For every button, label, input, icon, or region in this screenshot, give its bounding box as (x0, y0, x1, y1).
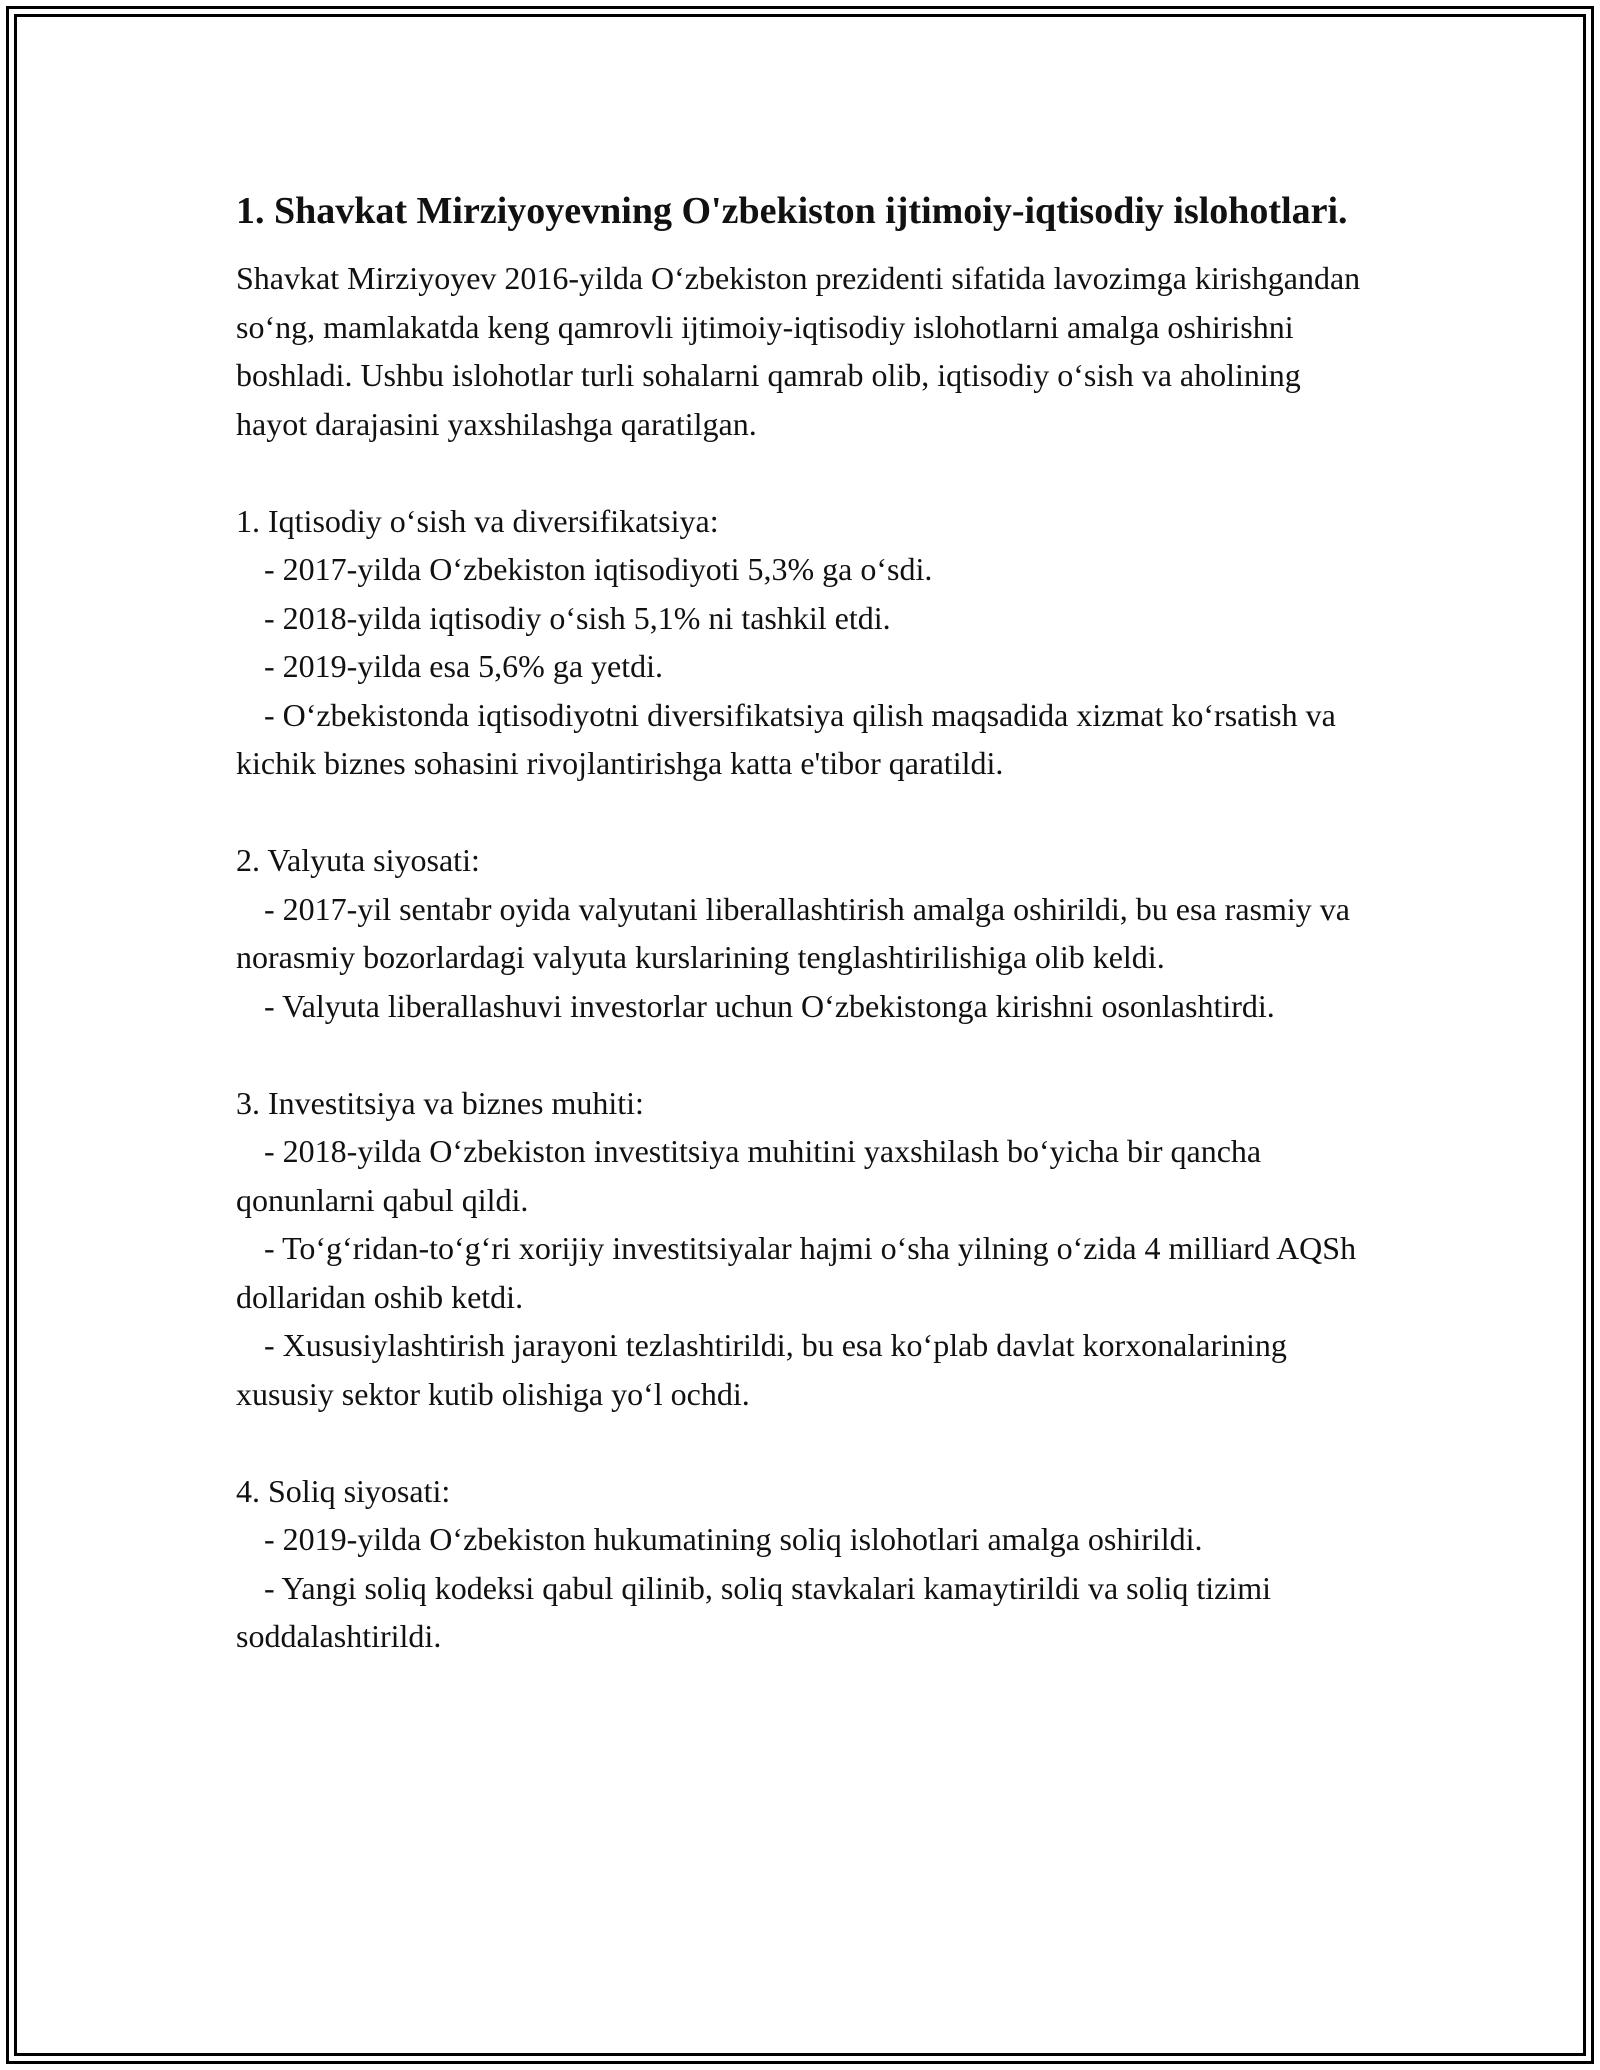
section-heading: 2. Valyuta siyosati: (236, 842, 480, 878)
section-gap (236, 1418, 1376, 1467)
bullet-item: - Yangi soliq kodeksi qabul qilinib, soliq stavkalari kamaytirildi va soliq tizimi soddalashtirildi. (236, 1569, 1272, 1654)
document-title: 1. Shavkat Mirziyoyevning O'zbekiston ijtimoiy-iqtisodiy islohotlari. (236, 190, 1348, 232)
bullet-item: - 2017-yilda O‘zbekiston iqtisodiyoti 5,3% ga o‘sdi. (264, 551, 933, 587)
section-currency-policy (236, 836, 1376, 1030)
bullet-item: - 2018-yilda O‘zbekiston investitsiya muhitini yaxshilash bo‘yicha bir qancha qonunlarni qabul qildi. (236, 1133, 1262, 1218)
intro-paragraph: Shavkat Mirziyoyev 2016-yilda O‘zbekiston prezidenti sifatida lavozimga kirishgandan so‘ng, mamlakatda keng qamrovli ijtimoiy-iqtisodiy islohotlarni amalga oshirishni boshladi. Ushbu islohotlar turli sohalarni qamrab olib, iqtisodiy o‘sish va aholining hayot darajasini yaxshilashga qaratilgan. (236, 260, 1361, 442)
document-body (236, 186, 1376, 1661)
section-gap (236, 448, 1376, 497)
section-heading: 1. Iqtisodiy o‘sish va diversifikatsiya: (236, 502, 719, 539)
bullet-item: - 2019-yilda esa 5,6% ga yetdi. (264, 648, 663, 684)
section-economic-growth (236, 497, 1376, 788)
bullet-item: - Xususiylashtirish jarayoni tezlashtirildi, bu esa ko‘plab davlat korxonalarining xususiy sektor kutib olishiga yo‘l ochdi. (236, 1327, 1287, 1412)
section-gap (236, 1030, 1376, 1079)
bullet-item: - 2018-yilda iqtisodiy o‘sish 5,1% ni tashkil etdi. (264, 599, 891, 636)
section-investment-environment (236, 1079, 1376, 1419)
bullet-item: - O‘zbekistonda iqtisodiyotni diversifikatsiya qilish maqsadida xizmat ko‘rsatish va kichik biznes sohasini rivojlantirishga katta e'tibor qaratildi. (236, 696, 1336, 781)
section-heading: 3. Investitsiya va biznes muhiti: (236, 1084, 644, 1121)
bullet-item: - 2019-yilda O‘zbekiston hukumatining soliq islohotlari amalga oshirildi. (264, 1521, 1203, 1557)
section-tax-policy (236, 1467, 1376, 1661)
bullet-item: - 2017-yil sentabr oyida valyutani liberallashtirish amalga oshirildi, bu esa rasmiy va norasmiy bozorlardagi valyuta kurslarining tenglashtirilishiga olib keldi. (236, 890, 1350, 975)
section-heading: 4. Soliq siyosati: (236, 1472, 451, 1509)
bullet-item: - Valyuta liberallashuvi investorlar uchun O‘zbekistonga kirishni osonlashtirdi. (264, 987, 1275, 1024)
section-gap (236, 788, 1376, 837)
bullet-item: - To‘g‘ridan-to‘g‘ri xorijiy investitsiyalar hajmi o‘sha yilning o‘zida 4 milliard AQSh dollaridan oshib ketdi. (236, 1230, 1357, 1315)
